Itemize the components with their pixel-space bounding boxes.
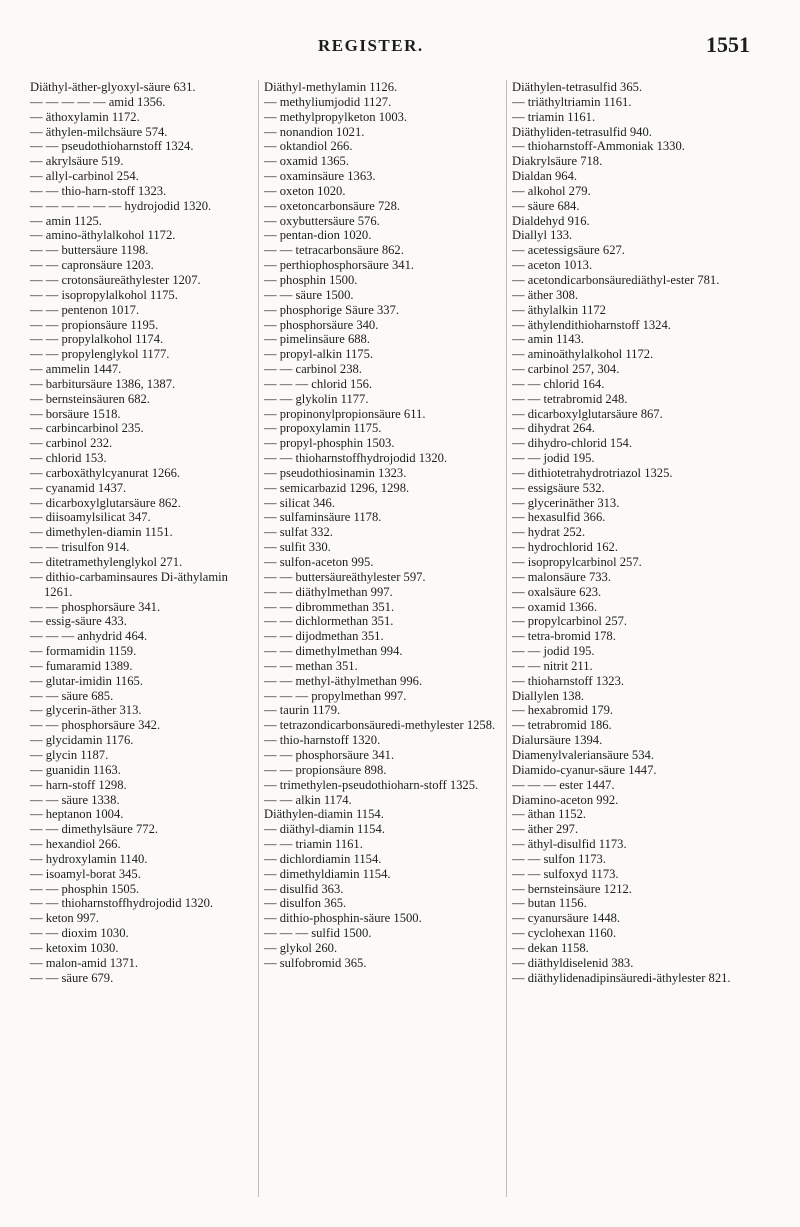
index-entry: — dimethyldiamin 1154. [264,866,391,881]
index-entry: — — methan 351. [264,658,358,673]
index-entry: — — methyl-äthylmethan 996. [264,673,423,688]
index-entry: — propylcarbinol 257. [512,614,628,629]
index-entry: — glycerinäther 313. [512,495,620,510]
index-entry: — diisoamylsilicat 347. [30,510,151,525]
index-entry: — malonsäure 733. [512,569,611,584]
index-entry: — — propylenglykol 1177. [30,347,170,362]
column-divider [258,80,259,1197]
index-entry: — disulfon 365. [264,896,347,911]
index-entry: — — phosphorsäure 342. [30,718,161,733]
index-entry: — triäthyltriamin 1161. [512,94,632,109]
index-entry: — — isopropylalkohol 1175. [30,287,178,302]
index-entry: — glycidamin 1176. [30,733,134,748]
index-entry: — — dichlormethan 351. [264,614,394,629]
index-entry: — glycin 1187. [30,747,109,762]
index-entry: — — thio-harn-stoff 1323. [30,183,167,198]
index-entry: — — säure 679. [30,970,114,985]
index-entry: — keton 997. [30,911,99,926]
index-entry: — triamin 1161. [512,109,596,124]
index-entry: — — glykolin 1177. [264,391,369,406]
index-entry: Diakrylsäure 718. [512,154,603,169]
index-entry: — silicat 346. [264,495,336,510]
index-entry: — taurin 1179. [264,703,341,718]
index-entry: — — tetracarbonsäure 862. [264,243,404,258]
index-column-2 [264,80,504,971]
index-entry: — oxeton 1020. [264,183,346,198]
index-entry: — phosphorsäure 340. [264,317,379,332]
index-entry: — nonandion 1021. [264,124,365,139]
index-entry: — trimethylen-pseudothioharn-stoff 1325. [264,777,479,792]
page-header [0,0,800,70]
index-entry: Dialursäure 1394. [512,733,603,748]
index-entry: — heptanon 1004. [30,807,124,822]
index-entry: — borsäure 1518. [30,406,121,421]
index-entry: — — crotonsäureäthylester 1207. [30,272,201,287]
index-entry: — — trisulfon 914. [30,540,130,555]
index-entry: — dithiotetrahydrotriazol 1325. [512,465,673,480]
index-entry: — acetessigsäure 627. [512,243,625,258]
index-entry: — — tetrabromid 248. [512,391,628,406]
index-entry: — — dimethylsäure 772. [30,822,159,837]
index-entry: — — dimethylmethan 994. [264,644,403,659]
index-entry: — äthan 1152. [512,807,587,822]
page-number: 1551 [706,32,750,57]
index-entry: — essig-säure 433. [30,614,127,629]
index-entry: — — — sulfid 1500. [264,926,372,941]
index-entry: — aceton 1013. [512,258,593,273]
index-entry: — — säure 1338. [30,792,120,807]
index-entry: — — — anhydrid 464. [30,629,148,644]
index-entry: — thioharnstoff-Ammoniak 1330. [512,139,685,154]
index-entry: — cyanursäure 1448. [512,911,621,926]
index-entry: — acetondicarbonsäurediäthyl-ester 781. [512,272,720,287]
index-entry: — — triamin 1161. [264,837,363,852]
index-entry: — diäthyl-diamin 1154. [264,822,385,837]
index-entry: — amino-äthylalkohol 1172. [30,228,176,243]
index-entry: — carboxäthylcyanurat 1266. [30,465,181,480]
index-entry: — thioharnstoff 1323. [512,673,625,688]
index-entry: — allyl-carbinol 254. [30,169,139,184]
index-entry: — isopropylcarbinol 257. [512,555,642,569]
index-entry: — — phosphin 1505. [30,881,140,896]
index-entry: — dithio-phosphin-säure 1500. [264,911,422,926]
index-entry: — tetrazondicarbonsäuredi-methylester 1258. [264,718,496,733]
column-divider [506,80,507,1197]
index-entry: Diamido-cyanur-säure 1447. [512,762,657,777]
index-entry: — — buttersäure 1198. [30,243,149,258]
index-entry: — — pentenon 1017. [30,302,140,317]
index-entry: — formamidin 1159. [30,644,137,659]
index-entry: — isoamyl-borat 345. [30,866,141,881]
index-entry: — oxaminsäure 1363. [264,169,376,184]
index-entry: — sulfat 332. [264,525,333,540]
index-entry: — pseudothiosinamin 1323. [264,465,407,480]
index-entry: — — — propylmethan 997. [264,688,407,703]
index-column-3 [512,80,776,985]
index-entry: Diäthyliden-tetrasulfid 940. [512,124,652,139]
index-entry: — dekan 1158. [512,940,589,955]
index-entry: — propyl-phosphin 1503. [264,436,395,451]
index-entry: — amin 1143. [512,332,584,347]
index-entry: — — buttersäureäthylester 597. [264,569,426,584]
index-entry: — essigsäure 532. [512,480,605,495]
index-entry: — — alkin 1174. [264,792,352,807]
index-entry: — semicarbazid 1296, 1298. [264,480,410,495]
index-entry: — — — ester 1447. [512,777,615,792]
index-entry: — säure 684. [512,198,580,213]
index-entry: — — thioharnstoffhydrojodid 1320. [264,451,448,466]
index-column-1 [30,80,258,985]
index-entry: — dimethylen-diamin 1151. [30,525,173,540]
index-entry: — bernsteinsäure 1212. [512,881,632,896]
index-entry: — pimelinsäure 688. [264,332,370,347]
index-entry: — äthylen-milchsäure 574. [30,124,168,139]
index-entry: — fumaramid 1389. [30,658,133,673]
index-entry: — disulfid 363. [264,881,344,896]
index-entry: — ketoxim 1030. [30,940,119,955]
index-entry: — äthoxylamin 1172. [30,109,140,124]
index-entry: — — dijodmethan 351. [264,629,384,644]
index-entry: — — propionsäure 898. [264,762,387,777]
index-entry: — dicarboxylglutarsäure 867. [512,406,663,421]
index-entry: — — — — — amid 1356. [30,94,166,109]
index-entry: — malon-amid 1371. [30,955,139,970]
index-entry: — diäthylidenadipinsäuredi-äthylester 821. [512,970,731,985]
index-entry: — tetra-bromid 178. [512,629,616,644]
index-entry: — — — — — — hydrojodid 1320. [30,198,212,213]
index-entry: — cyanamid 1437. [30,480,127,495]
index-entry: — — pseudothioharnstoff 1324. [30,139,194,154]
index-entry: — glutar-imidin 1165. [30,673,143,688]
index-entry: Diamenylvaleriansäure 534. [512,747,654,762]
index-entry: — carbincarbinol 235. [30,421,144,436]
index-entry: — thio-harnstoff 1320. [264,733,381,748]
index-entry: — dithio-carbaminsaures Di-äthylamin 1261. [30,569,228,599]
index-entry: — hydroxylamin 1140. [30,851,148,866]
index-entry: Diamino-aceton 992. [512,792,619,807]
index-entry: — phosphorige Säure 337. [264,302,400,317]
index-entry: — — propionsäure 1195. [30,317,159,332]
index-entry: — akrylsäure 519. [30,154,124,169]
index-entry: — sulfobromid 365. [264,955,367,970]
index-entry: — — phosphorsäure 341. [30,599,161,614]
index-entry: — bernsteinsäuren 682. [30,391,150,406]
index-entry: — chlorid 153. [30,451,107,466]
index-entry: — — säure 685. [30,688,114,703]
index-entry: — — diäthylmethan 997. [264,584,393,599]
index-entry: — hexasulfid 366. [512,510,606,525]
index-entry: — hexandiol 266. [30,837,121,852]
index-entry: — dihydrat 264. [512,421,595,436]
index-entry: — tetrabromid 186. [512,718,612,733]
index-entry: Diallylen 138. [512,688,585,703]
index-entry: — äthylendithioharnstoff 1324. [512,317,671,332]
index-entry: — glycerin-äther 313. [30,703,142,718]
index-entry: — hydrochlorid 162. [512,540,618,555]
index-entry: — propinonylpropionsäure 611. [264,406,426,421]
index-entry: — diäthyldiselenid 383. [512,955,634,970]
index-entry: — hydrat 252. [512,525,586,540]
index-entry: — — dibrommethan 351. [264,599,395,614]
index-entry: — sulfaminsäure 1178. [264,510,382,525]
index-entry: — — säure 1500. [264,287,354,302]
index-entry: — propyl-alkin 1175. [264,347,374,362]
index-entry: — — thioharnstoffhydrojodid 1320. [30,896,214,911]
index-entry: — dicarboxylglutarsäure 862. [30,495,181,510]
index-entry: — — sulfon 1173. [512,851,606,866]
index-entry: — äther 308. [512,287,579,302]
index-entry: — perthiophosphorsäure 341. [264,258,415,273]
index-entry: — sulfon-aceton 995. [264,555,374,569]
index-entry: — — jodid 195. [512,451,595,466]
index-entry: Dialdan 964. [512,169,578,184]
index-entry: — harn-stoff 1298. [30,777,127,792]
index-entry: — — carbinol 238. [264,362,362,377]
index-entry: — äthylalkin 1172 [512,302,606,317]
index-entry: — — capronsäure 1203. [30,258,154,273]
index-entry: — dihydro-chlorid 154. [512,436,632,451]
index-entry: — — propylalkohol 1174. [30,332,164,347]
index-entry: — — jodid 195. [512,644,595,659]
index-entry: — alkohol 279. [512,183,591,198]
index-entry: — amin 1125. [30,213,102,228]
index-entry: — glykol 260. [264,940,338,955]
index-entry: — — sulfoxyd 1173. [512,866,619,881]
index-entry: — carbinol 257, 304. [512,362,620,377]
index-entry: Diäthylen-diamin 1154. [264,807,384,822]
index-entry: — phosphin 1500. [264,272,358,287]
index-entry: — aminoäthylalkohol 1172. [512,347,654,362]
index-entry: — oxalsäure 623. [512,584,602,599]
running-title: REGISTER. [318,36,424,55]
index-entry: — oxetoncarbonsäure 728. [264,198,401,213]
index-entry: — oxybuttersäure 576. [264,213,380,228]
index-entry: Diäthylen-tetrasulfid 365. [512,80,643,94]
index-entry: — oktandiol 266. [264,139,353,154]
index-entry: — äthyl-disulfid 1173. [512,837,627,852]
index-entry: — hexabromid 179. [512,703,614,718]
index-entry: — guanidin 1163. [30,762,121,777]
index-entry: — oxamid 1365. [264,154,350,169]
index-entry: — — — chlorid 156. [264,376,373,391]
index-entry: — — dioxim 1030. [30,926,129,941]
index-entry: — sulfit 330. [264,540,331,555]
index-entry: — carbinol 232. [30,436,113,451]
index-entry: — propoxylamin 1175. [264,421,382,436]
index-entry: — — nitrit 211. [512,658,593,673]
index-entry: Dialdehyd 916. [512,213,590,228]
index-entry: — cyclohexan 1160. [512,926,617,941]
index-entry: — ammelin 1447. [30,362,122,377]
index-entry: — butan 1156. [512,896,587,911]
index-entry: — barbitursäure 1386, 1387. [30,376,176,391]
index-entry: Diäthyl-methylamin 1126. [264,80,398,94]
index-entry: — — phosphorsäure 341. [264,747,395,762]
index-entry: — methylpropylketon 1003. [264,109,408,124]
index-entry: — äther 297. [512,822,579,837]
index-entry: — methyliumjodid 1127. [264,94,392,109]
index-entry: — pentan-dion 1020. [264,228,372,243]
index-entry: — oxamid 1366. [512,599,598,614]
index-entry: — ditetramethylenglykol 271. [30,555,183,569]
index-entry: Diallyl 133. [512,228,573,243]
index-entry: — — chlorid 164. [512,376,605,391]
index-entry: Diäthyl-äther-glyoxyl-säure 631. [30,80,196,94]
index-entry: — dichlordiamin 1154. [264,851,382,866]
